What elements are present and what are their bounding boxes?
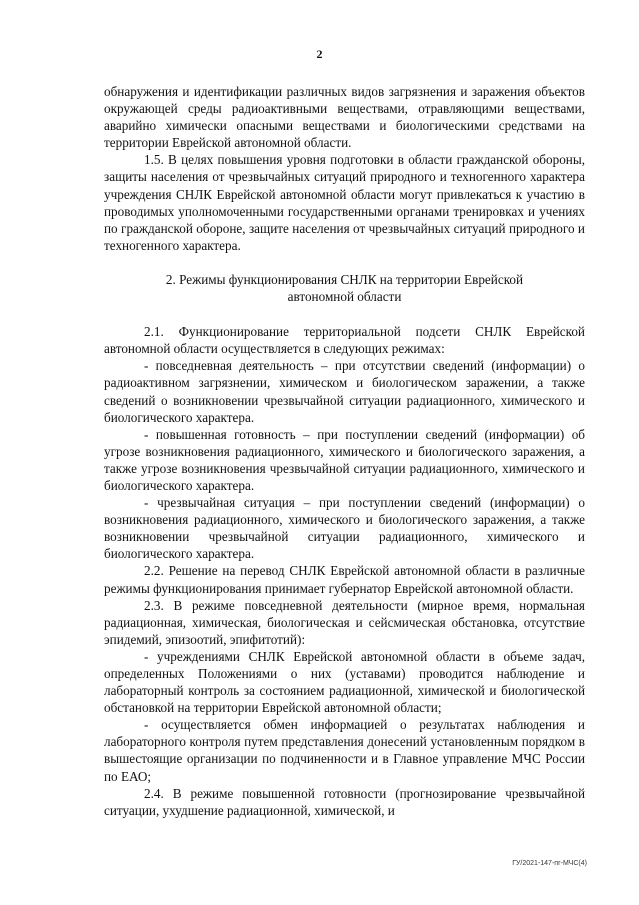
paragraph-1-5: 1.5. В целях повышения уровня подготовки в области гражданской обороны, защиты населения от чрезвычайных ситуаций природного и техногенного характера учреждения СНЛК Еврейской автономной области могут привлекаться к участию в проводимых уполномоченными государственными органами тренировках и учениях по гражданской обороне, защите населения от чрезвычайных ситуаций природного и техногенного характера. — [104, 152, 585, 253]
list-item-high-alert: - повышенная готовность – при поступлении сведений (информации) об угрозе возникновения радиационного, химического и биологического заражения, а также угрозе возникновения чрезвычайной ситуации радиационного, химического и биологического характера. — [104, 426, 585, 493]
paragraph-2-2: 2.2. Решение на перевод СНЛК Еврейской автономной области в различные режимы функционирования принимает губернатор Еврейской автономной области. — [104, 563, 585, 596]
document-body — [104, 83, 585, 819]
paragraph-2-3: 2.3. В режиме повседневной деятельности (мирное время, нормальная радиационная, химическая, биологическая и сейсмическая обстановка, отсутствие эпидемий, эпизоотий, эпифитотий): — [104, 597, 585, 647]
document-code: ГУ/2021-147-пг-МЧС(4) — [512, 860, 587, 867]
page-number: 2 — [316, 47, 323, 61]
paragraph-2-1: 2.1. Функционирование территориальной подсети СНЛК Еврейской автономной области осуществляется в следующих режимах: — [104, 324, 585, 357]
list-item-info-exchange: - осуществляется обмен информацией о результатах наблюдения и лабораторного контроля путем представления донесений установленным порядком в вышестоящие организации по подчиненности и в Главное управление МЧС России по ЕАО; — [104, 717, 585, 784]
paragraph-continuation: обнаружения и идентификации различных видов загрязнения и заражения объектов окружающей среды радиоактивными веществами, отравляющими веществами, аварийно химически опасными веществами и биологическими средствами на территории Еврейской автономной области. — [104, 84, 585, 151]
list-item-monitoring: - учреждениями СНЛК Еврейской автономной области в объеме задач, определенных Положениями о них (уставами) проводится наблюдение и лабораторный контроль за состоянием радиационной, химической и биологической обстановкой на территории Еврейской автономной области; — [104, 648, 585, 716]
list-item-emergency: - чрезвычайная ситуация – при поступлении сведений (информации) о возникновения радиационного, химического и биологического заражения, а также возникновении чрезвычайной ситуации радиационного, химического и биологического характера. — [104, 495, 585, 562]
paragraph-2-4: 2.4. В режиме повышенной готовности (прогнозирование чрезвычайной ситуации, ухудшение радиационной, химической, и — [104, 785, 585, 818]
list-item-routine: - повседневная деятельность – при отсутствии сведений (информации) о радиоактивном загрязнении, химическом и биологическом заражении, а также сведений о возникновении чрезвычайной ситуации радиационного, химического и биологического характера. — [104, 358, 585, 425]
section-heading: 2. Режимы функционирования СНЛК на территории Еврейской автономной области — [165, 271, 524, 305]
